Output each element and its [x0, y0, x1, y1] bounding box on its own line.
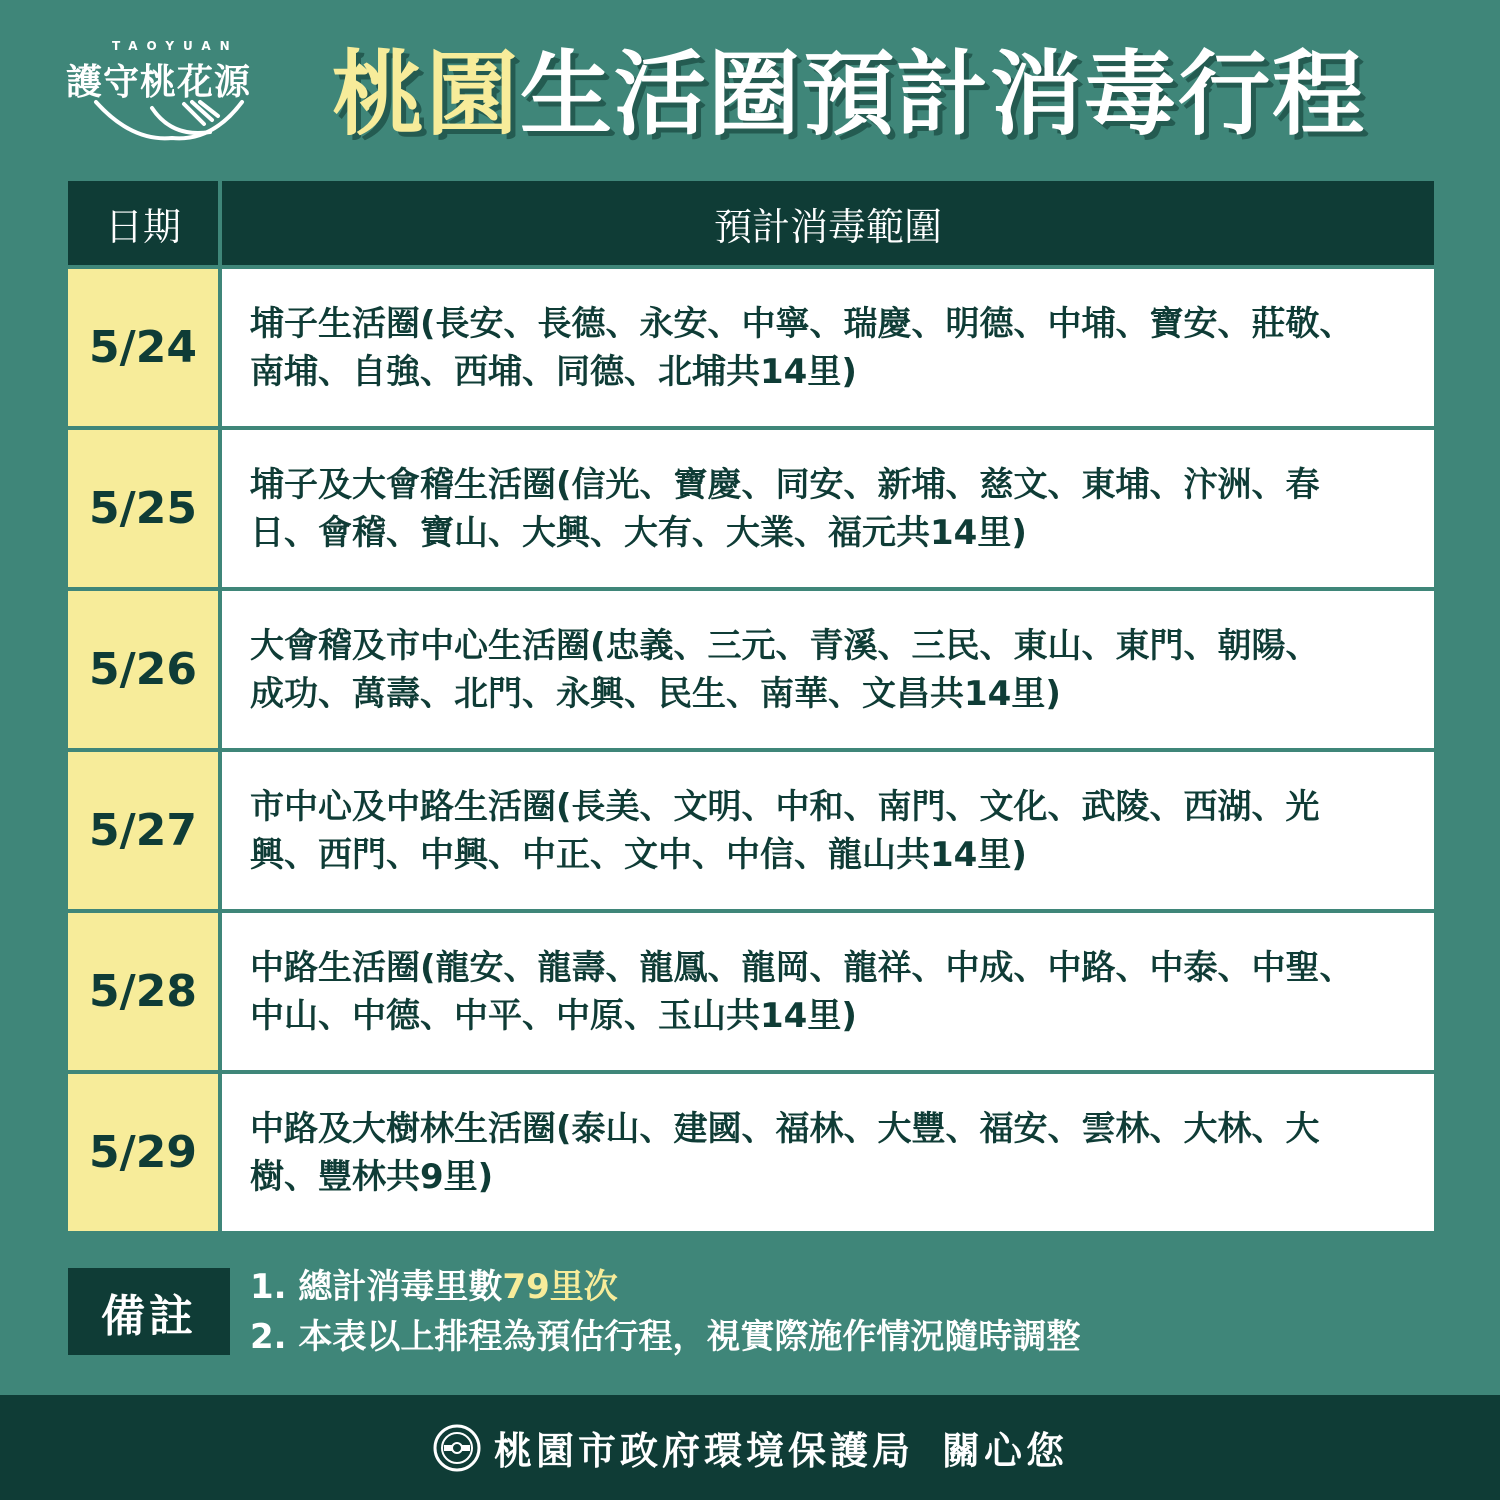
title-highlight: 桃園: [332, 41, 521, 148]
schedule-table: [68, 181, 1434, 1231]
row-date: 5/29: [68, 1074, 222, 1231]
note-1-prefix: 1. 總計消毒里數: [250, 1267, 503, 1307]
row-area-line2: 興、西門、中興、中正、文中、中信、龍山共14里): [250, 834, 1027, 875]
row-area-line1: 埔子及大會稽生活圈(信光、寶慶、同安、新埔、慈文、東埔、汴洲、春: [250, 464, 1320, 505]
row-area-line2: 成功、萬壽、北門、永興、民生、南華、文昌共14里): [250, 673, 1061, 714]
footer: [0, 1395, 1500, 1500]
row-area-line2: 日、會稽、寶山、大興、大有、大業、福元共14里): [250, 512, 1027, 553]
footer-org: 桃園市政府環境保護局: [493, 1428, 914, 1473]
row-area-line1: 埔子生活圈(長安、長德、永安、中寧、瑞慶、明德、中埔、寶安、莊敬、: [250, 303, 1354, 344]
row-date: 5/28: [68, 913, 222, 1070]
footer-care: 關心您: [942, 1428, 1069, 1473]
row-area: [222, 269, 1434, 426]
table-row: [68, 269, 1434, 426]
table-header: [68, 181, 1434, 265]
logo-english-text: TAOYUAN: [112, 39, 239, 53]
row-area-line1: 市中心及中路生活圈(長美、文明、中和、南門、文化、武陵、西湖、光: [250, 786, 1320, 827]
row-area-line1: 大會稽及市中心生活圈(忠義、三元、青溪、三民、東山、東門、朝陽、: [250, 625, 1320, 666]
row-date: 5/25: [68, 430, 222, 587]
epb-seal-icon: [432, 1423, 482, 1473]
header-scope: 預計消毒範圍: [713, 204, 942, 249]
row-date: 5/26: [68, 591, 222, 748]
row-area: [222, 752, 1434, 909]
row-area: [222, 591, 1434, 748]
page-title: [332, 40, 1366, 150]
row-area-line2: 南埔、自強、西埔、同德、北埔共14里): [250, 351, 857, 392]
notes-label: 備註: [68, 1268, 230, 1355]
row-area-line1: 中路及大樹林生活圈(泰山、建國、福林、大豐、福安、雲林、大林、大: [250, 1108, 1320, 1149]
table-row: [68, 591, 1434, 748]
row-area-line2: 樹、豐林共9里): [250, 1156, 494, 1197]
row-area: [222, 430, 1434, 587]
table-row: [68, 430, 1434, 587]
row-area: [222, 913, 1434, 1070]
title-rest: 生活圈預計消毒行程: [520, 41, 1367, 148]
table-row: [68, 913, 1434, 1070]
note-1-highlight: 79里次: [502, 1267, 618, 1307]
row-area-line2: 中山、中德、中平、中原、玉山共14里): [250, 995, 857, 1036]
row-date: 5/24: [68, 269, 222, 426]
logo: [62, 36, 277, 146]
row-area: [222, 1074, 1434, 1231]
note-2: 2. 本表以上排程為預估行程，視實際施作情況隨時調整: [250, 1317, 1081, 1357]
table-row: [68, 752, 1434, 909]
hands-icon: [92, 98, 252, 144]
logo-chinese-text: 護守桃花源: [66, 62, 252, 103]
table-row: [68, 1074, 1434, 1231]
row-area-line1: 中路生活圈(龍安、龍壽、龍鳳、龍岡、龍祥、中成、中路、中泰、中聖、: [250, 947, 1354, 988]
header-date: 日期: [68, 181, 222, 265]
row-date: 5/27: [68, 752, 222, 909]
notes: [250, 1262, 1080, 1362]
note-1: [250, 1262, 1080, 1312]
